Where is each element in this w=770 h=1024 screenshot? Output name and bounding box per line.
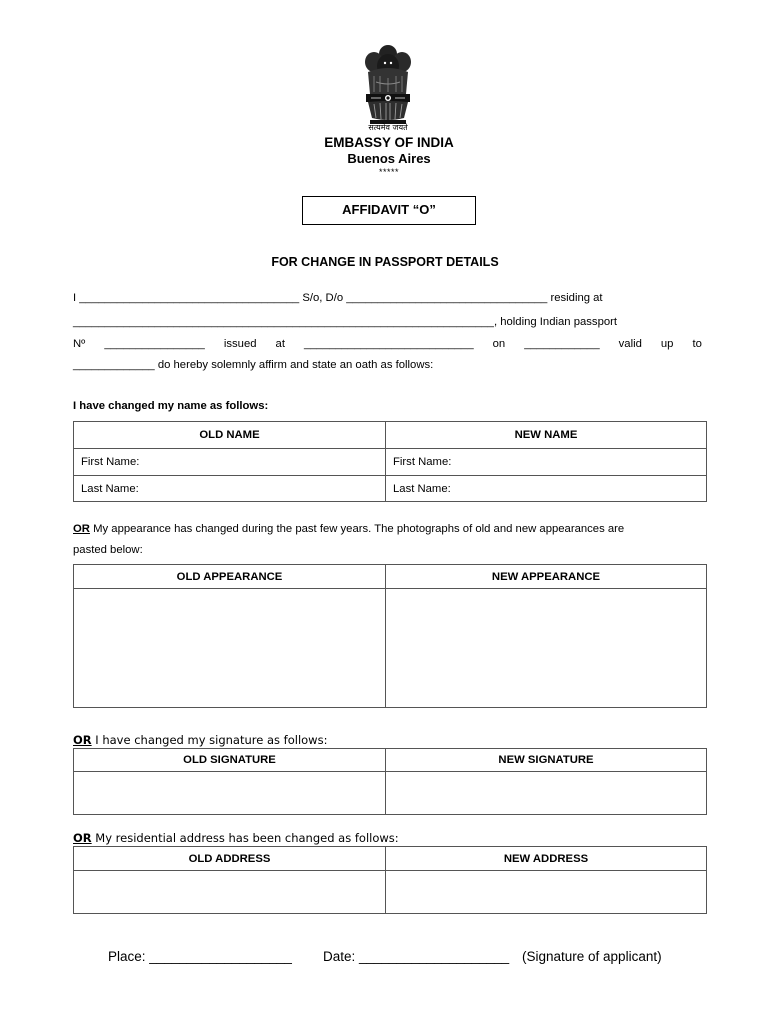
new-first-name-field[interactable]: First Name:: [386, 449, 707, 476]
appearance-change-label-2: pasted below:: [73, 544, 143, 556]
issued-at-blank[interactable]: ___________________________: [303, 338, 474, 350]
name-change-table: [73, 421, 707, 502]
new-last-name-field[interactable]: Last Name:: [386, 476, 707, 502]
embassy-city: Buenos Aires: [347, 151, 431, 166]
signature-of-applicant-label: (Signature of applicant): [522, 949, 662, 964]
declaration-line-2[interactable]: ___________________________________________________________________, holding Indian passport: [73, 316, 618, 328]
table-row: [74, 449, 707, 476]
date-field[interactable]: Date: ____________________: [323, 949, 510, 964]
issued-word: issued: [223, 338, 257, 350]
appearance-label-text: My appearance has changed during the past few years. The photographs of old and new appearances are: [89, 523, 625, 535]
address-label-text: My residential address has been changed as follows:: [91, 831, 399, 845]
new-appearance-header: NEW APPEARANCE: [386, 565, 707, 589]
or-label: OR: [73, 831, 92, 845]
name-change-label: I have changed my name as follows:: [73, 400, 269, 412]
or-label: OR: [73, 523, 90, 535]
national-emblem-icon: [356, 42, 420, 134]
signature-table: [73, 748, 707, 815]
new-name-header: NEW NAME: [386, 422, 707, 449]
old-signature-header: OLD SIGNATURE: [74, 749, 386, 772]
signature-label-text: I have changed my signature as follows:: [91, 733, 328, 747]
header-stars: *****: [378, 167, 399, 177]
up-word: up: [660, 338, 674, 350]
table-row: [74, 772, 707, 815]
declaration-line-1[interactable]: I ___________________________________ S/o, D/o ________________________________ residing at: [73, 292, 603, 304]
signature-change-label: [73, 733, 327, 747]
old-address-area[interactable]: [74, 871, 386, 914]
to-word: to: [692, 338, 702, 350]
old-photo-area[interactable]: [74, 589, 386, 708]
address-table: [73, 846, 707, 914]
table-row: [74, 871, 707, 914]
appearance-table: [73, 564, 707, 708]
old-name-header: OLD NAME: [74, 422, 386, 449]
old-address-header: OLD ADDRESS: [74, 847, 386, 871]
table-row: [74, 589, 707, 708]
new-signature-header: NEW SIGNATURE: [386, 749, 707, 772]
on-word: on: [492, 338, 506, 350]
new-address-header: NEW ADDRESS: [386, 847, 707, 871]
appearance-change-label: [73, 523, 713, 535]
old-signature-area[interactable]: [74, 772, 386, 815]
address-change-label: [73, 831, 399, 845]
place-field[interactable]: Place: ___________________: [108, 949, 292, 964]
old-first-name-field[interactable]: First Name:: [74, 449, 386, 476]
declaration-line-4[interactable]: _____________ do hereby solemnly affirm and state an oath as follows:: [73, 359, 434, 371]
at-word: at: [275, 338, 285, 350]
valid-word: valid: [618, 338, 642, 350]
passport-no-blank[interactable]: ________________: [104, 338, 205, 350]
old-appearance-header: OLD APPEARANCE: [74, 565, 386, 589]
passport-no-label: Nº: [73, 338, 86, 350]
declaration-line-3[interactable]: [73, 338, 702, 350]
embassy-name: EMBASSY OF INDIA: [324, 135, 454, 150]
emblem-motto: सत्यमेव जयते: [368, 123, 408, 132]
new-address-area[interactable]: [386, 871, 707, 914]
issue-date-blank[interactable]: ____________: [524, 338, 600, 350]
document-title: AFFIDAVIT “O”: [302, 196, 476, 225]
new-photo-area[interactable]: [386, 589, 707, 708]
old-last-name-field[interactable]: Last Name:: [74, 476, 386, 502]
new-signature-area[interactable]: [386, 772, 707, 815]
or-label: OR: [73, 733, 92, 747]
table-row: [74, 476, 707, 502]
document-subtitle: FOR CHANGE IN PASSPORT DETAILS: [271, 255, 499, 269]
